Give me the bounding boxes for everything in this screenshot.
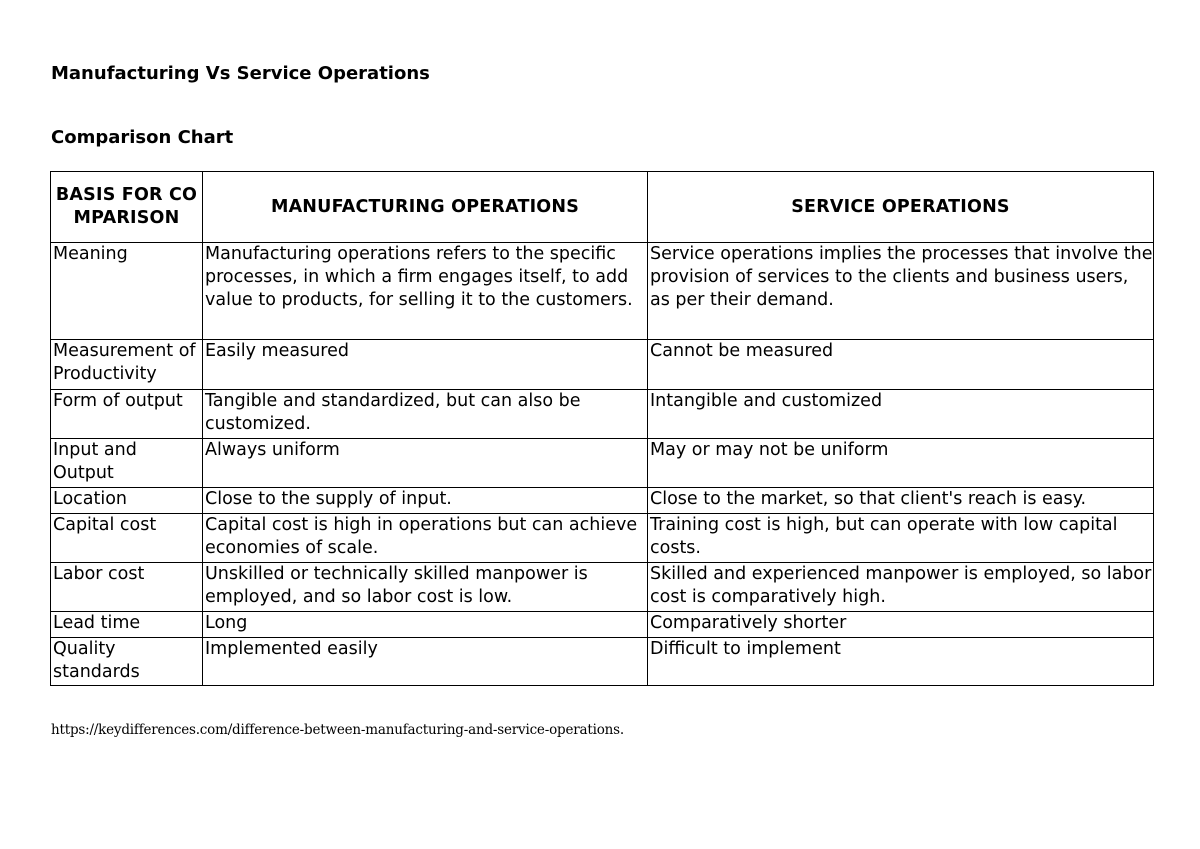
table-row	[51, 514, 1154, 563]
cell-manufacturing: Capital cost is high in operations but can achieve economies of scale.	[203, 514, 648, 563]
cell-basis: Measurement of Productivity	[51, 340, 203, 390]
cell-basis: Form of output	[51, 390, 203, 439]
cell-manufacturing: Close to the supply of input.	[203, 488, 648, 514]
table-body	[51, 243, 1154, 686]
cell-basis: Meaning	[51, 243, 203, 340]
cell-basis: Location	[51, 488, 203, 514]
cell-service: Close to the market, so that client's reach is easy.	[648, 488, 1154, 514]
cell-manufacturing: Always uniform	[203, 439, 648, 488]
header-manufacturing: MANUFACTURING OPERATIONS	[203, 172, 648, 243]
table-row	[51, 243, 1154, 340]
document-title: Manufacturing Vs Service Operations	[51, 63, 430, 84]
header-basis: BASIS FOR COMPARISON	[51, 172, 203, 243]
cell-manufacturing: Easily measured	[203, 340, 648, 390]
cell-basis: Quality standards	[51, 638, 203, 686]
comparison-table	[50, 171, 1154, 686]
cell-manufacturing: Tangible and standardized, but can also be customized.	[203, 390, 648, 439]
cell-service: Intangible and customized	[648, 390, 1154, 439]
table-row	[51, 563, 1154, 612]
cell-service: Difficult to implement	[648, 638, 1154, 686]
cell-service: Comparatively shorter	[648, 612, 1154, 638]
cell-manufacturing: Manufacturing operations refers to the specific processes, in which a firm engages itself, to add value to products, for selling it to the customers.	[203, 243, 648, 340]
cell-basis: Capital cost	[51, 514, 203, 563]
document-subtitle: Comparison Chart	[51, 127, 234, 148]
table-row	[51, 488, 1154, 514]
table-row	[51, 390, 1154, 439]
table-row	[51, 612, 1154, 638]
table-row	[51, 439, 1154, 488]
cell-basis: Input and Output	[51, 439, 203, 488]
cell-service: May or may not be uniform	[648, 439, 1154, 488]
cell-service: Training cost is high, but can operate with low capital costs.	[648, 514, 1154, 563]
cell-service: Cannot be measured	[648, 340, 1154, 390]
cell-basis: Lead time	[51, 612, 203, 638]
cell-manufacturing: Long	[203, 612, 648, 638]
cell-service: Skilled and experienced manpower is employed, so labor cost is comparatively high.	[648, 563, 1154, 612]
cell-manufacturing: Implemented easily	[203, 638, 648, 686]
cell-basis: Labor cost	[51, 563, 203, 612]
cell-manufacturing: Unskilled or technically skilled manpower is employed, and so labor cost is low.	[203, 563, 648, 612]
table-row	[51, 638, 1154, 686]
header-row	[51, 172, 1154, 243]
header-service: SERVICE OPERATIONS	[648, 172, 1154, 243]
table-row	[51, 340, 1154, 390]
table-header	[51, 172, 1154, 243]
source-url: https://keydifferences.com/difference-between-manufacturing-and-service-operations.	[51, 722, 624, 738]
cell-service: Service operations implies the processes that involve the provision of services to the clients and business users, as per their demand.	[648, 243, 1154, 340]
